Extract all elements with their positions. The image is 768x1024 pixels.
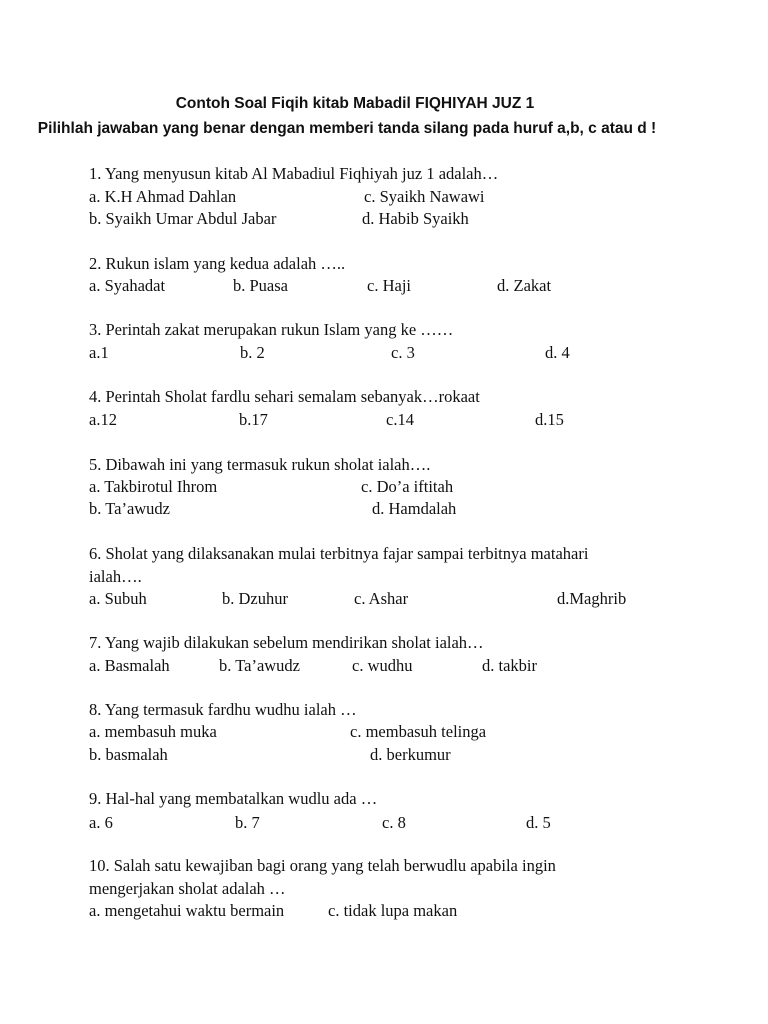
question-9-option-d: d. 5 — [526, 813, 551, 832]
worksheet-title: Contoh Soal Fiqih kitab Mabadil FIQHIYAH JUZ 1 — [175, 95, 535, 112]
question-4-option-b: b.17 — [239, 410, 268, 429]
question-6-stem-line-1: 6. Sholat yang dilaksanakan mulai terbitnya fajar sampai terbitnya matahari — [89, 544, 589, 563]
question-3-option-b: b. 2 — [240, 343, 265, 362]
question-8-option-c: c. membasuh telinga — [350, 722, 487, 741]
question-1-option-c: c. Syaikh Nawawi — [364, 187, 485, 206]
question-1-option-b: b. Syaikh Umar Abdul Jabar — [89, 209, 277, 228]
question-9-option-c: c. 8 — [382, 813, 406, 832]
question-5-option-c: c. Do’a iftitah — [361, 477, 454, 496]
question-10-stem-line-2: mengerjakan sholat adalah … — [89, 879, 286, 898]
question-9-stem: 9. Hal-hal yang membatalkan wudlu ada … — [89, 789, 378, 808]
question-7-stem: 7. Yang wajib dilakukan sebelum mendirikan sholat ialah… — [89, 633, 484, 652]
question-3-option-a: a.1 — [89, 343, 109, 362]
question-1-option-a: a. K.H Ahmad Dahlan — [89, 187, 237, 206]
worksheet-instruction: Pilihlah jawaban yang benar dengan memberi tanda silang pada huruf a,b, c atau d ! — [37, 120, 657, 137]
question-4-stem: 4. Perintah Sholat fardlu sehari semalam sebanyak…rokaat — [89, 387, 480, 406]
question-6-option-b: b. Dzuhur — [222, 589, 288, 608]
question-4-option-d: d.15 — [535, 410, 564, 429]
question-5-option-b: b. Ta’awudz — [89, 499, 171, 518]
question-4-option-c: c.14 — [386, 410, 414, 429]
question-10-option-a: a. mengetahui waktu bermain — [89, 901, 285, 920]
question-6-option-a: a. Subuh — [89, 589, 147, 608]
question-6-option-d: d.Maghrib — [557, 589, 627, 608]
question-8-option-a: a. membasuh muka — [89, 722, 217, 741]
question-2-option-a: a. Syahadat — [89, 276, 166, 295]
question-7-option-b: b. Ta’awudz — [219, 656, 301, 675]
question-8-option-b: b. basmalah — [89, 745, 168, 764]
question-2-option-b: b. Puasa — [233, 276, 288, 295]
question-2-option-c: c. Haji — [367, 276, 411, 295]
question-1-option-d: d. Habib Syaikh — [362, 209, 469, 228]
question-3-option-c: c. 3 — [391, 343, 415, 362]
question-9-option-b: b. 7 — [235, 813, 260, 832]
question-2-stem: 2. Rukun islam yang kedua adalah ….. — [89, 254, 346, 273]
question-5-stem: 5. Dibawah ini yang termasuk rukun sholat ialah…. — [89, 455, 431, 474]
question-6-option-c: c. Ashar — [354, 589, 409, 608]
question-6-stem-line-2: ialah…. — [89, 567, 142, 586]
question-9-option-a: a. 6 — [89, 813, 113, 832]
question-3-option-d: d. 4 — [545, 343, 570, 362]
question-10-stem-line-1: 10. Salah satu kewajiban bagi orang yang telah berwudlu apabila ingin — [89, 856, 556, 875]
question-3-stem: 3. Perintah zakat merupakan rukun Islam yang ke …… — [89, 320, 454, 339]
question-8-option-d: d. berkumur — [370, 745, 451, 764]
question-5-option-d: d. Hamdalah — [372, 499, 457, 518]
question-5-option-a: a. Takbirotul Ihrom — [89, 477, 218, 496]
question-4-option-a: a.12 — [89, 410, 117, 429]
question-7-option-a: a. Basmalah — [89, 656, 170, 675]
question-7-option-c: c. wudhu — [352, 656, 413, 675]
question-10-option-c: c. tidak lupa makan — [328, 901, 458, 920]
question-2-option-d: d. Zakat — [497, 276, 552, 295]
question-1-stem: 1. Yang menyusun kitab Al Mabadiul Fiqhiyah juz 1 adalah… — [89, 164, 499, 183]
question-8-stem: 8. Yang termasuk fardhu wudhu ialah … — [89, 700, 357, 719]
question-7-option-d: d. takbir — [482, 656, 537, 675]
